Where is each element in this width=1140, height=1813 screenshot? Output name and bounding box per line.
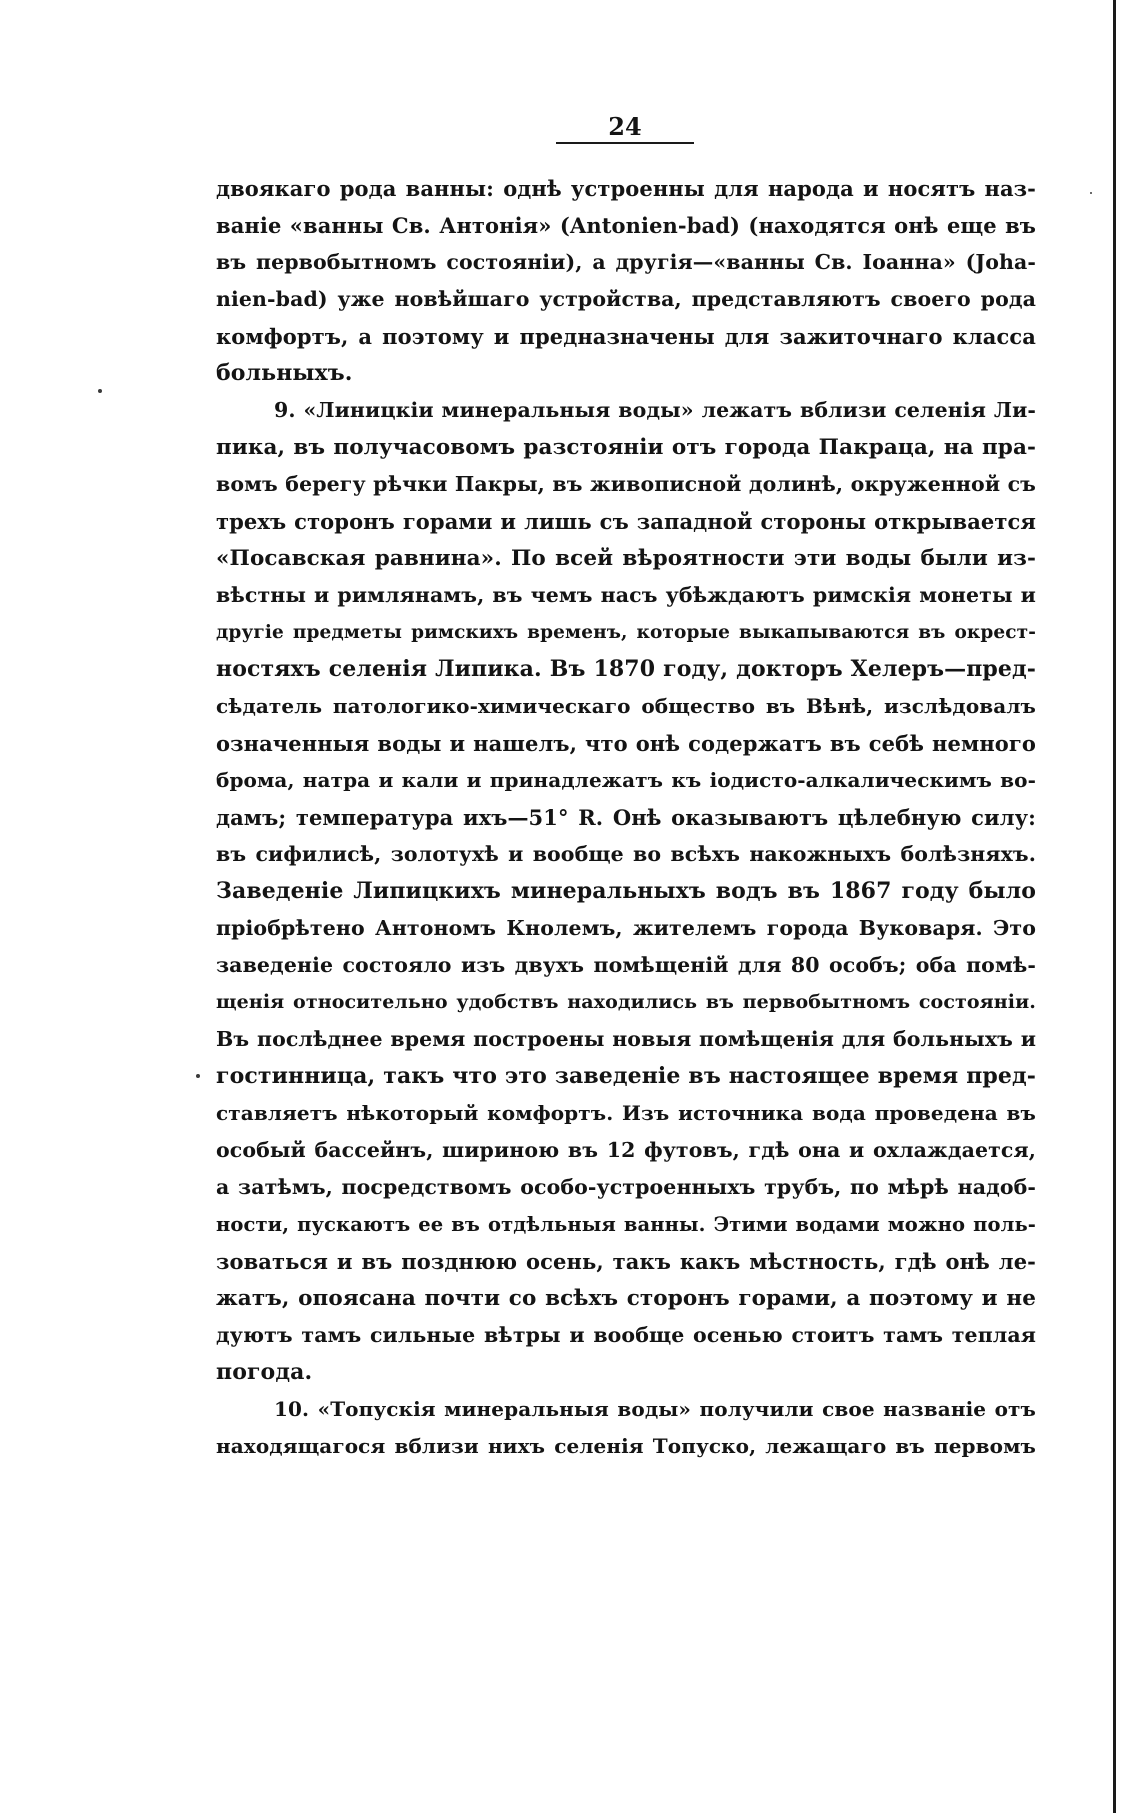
text-line: дамъ; температура ихъ—51° R. Онѣ оказываютъ цѣлебную силу: [216,805,1036,830]
text-line: погода. [216,1359,313,1385]
text-line: трехъ сторонъ горами и лишь съ западной стороны открывается [216,509,1036,534]
text-line: особый бассейнъ, шириною въ 12 футовъ, гдѣ она и охлаждается, [216,1138,1036,1162]
text-line: 10. «Топускія минеральныя воды» получили свое названіе отъ [274,1397,1036,1421]
text-line: комфортъ, а поэтому и предназначены для зажиточнаго класса [216,324,1036,349]
text-line: ности, пускаютъ ее въ отдѣльныя ванны. Этими водами можно поль- [216,1213,1036,1236]
scan-speck [196,1074,200,1078]
text-line: пика, въ получасовомъ разстояніи отъ города Пакраца, на пра- [216,435,1036,460]
text-line: означенныя воды и нашелъ, что онѣ содержатъ въ себѣ немного [216,731,1036,756]
text-line: ставляетъ нѣкоторый комфортъ. Изъ источника вода проведена въ [216,1101,1036,1125]
text-line: брома, натра и кали и принадлежатъ къ іодисто-алкалическимъ во- [216,768,1036,792]
page-number: 24 [608,112,642,141]
text-line: больныхъ. [216,360,353,386]
text-line: заведеніе состояло изъ двухъ помѣщеній для 80 особъ; оба помѣ- [216,953,1036,977]
scan-speck [1090,192,1092,194]
page-edge-line [1113,0,1116,1813]
text-line: находящагося вблизи нихъ селенія Топуско, лежащаго въ первомъ [216,1434,1036,1458]
text-line: зоваться и въ позднюю осень, такъ какъ мѣстность, гдѣ онѣ ле- [216,1249,1036,1274]
text-line: щенія относительно удобствъ находились въ первобытномъ состояніи. [216,991,1036,1013]
text-line: nien-bad) уже новѣйшаго устройства, представляютъ своего рода [216,287,1036,311]
text-line: а затѣмъ, посредствомъ особо-устроенныхъ трубъ, по мѣрѣ надоб- [216,1175,1036,1199]
text-line: 9. «Линицкіи минеральныя воды» лежатъ вблизи селенія Ли- [274,398,1036,422]
text-line: Въ послѣднее время построены новыя помѣщенія для больныхъ и [216,1027,1036,1051]
text-line: Заведеніе Липицкихъ минеральныхъ водъ въ 1867 году было [216,878,1036,904]
text-line: въ первобытномъ состояніи), а другія—«ванны Св. Іоанна» (Joha- [216,250,1036,274]
text-line: двоякаго рода ванны: однѣ устроенны для народа и носятъ наз- [216,176,1036,201]
text-line: жатъ, опоясана почти со всѣхъ сторонъ горами, а поэтому и не [216,1286,1036,1311]
body-text [216,170,1036,1465]
scan-speck [98,389,102,393]
text-line: другіе предметы римскихъ временъ, которые выкапываются въ окрест- [216,622,1036,643]
text-line: гостинница, такъ что это заведеніе въ настоящее время пред- [216,1063,1036,1089]
text-line: дуютъ тамъ сильные вѣтры и вообще осенью стоитъ тамъ теплая [216,1323,1036,1347]
text-line: въ сифилисѣ, золотухѣ и вообще во всѣхъ накожныхъ болѣзняхъ. [216,842,1036,866]
text-line: вѣстны и римлянамъ, въ чемъ насъ убѣждаютъ римскія монеты и [216,583,1036,607]
text-line: ваніе «ванны Св. Антонія» (Antonien-bad) (находятся онѣ еще въ [216,213,1036,238]
text-line: пріобрѣтено Антономъ Кнолемъ, жителемъ города Вуковаря. Это [216,916,1036,940]
text-line: ностяхъ селенія Липика. Въ 1870 году, докторъ Хелеръ—пред- [216,656,1036,682]
text-line: вомъ берегу рѣчки Пакры, въ живописной долинѣ, окруженной съ [216,472,1036,496]
text-line: «Посавская равнина». По всей вѣроятности эти воды были из- [216,546,1036,571]
page-number-underline [556,142,694,144]
text-line: сѣдатель патологико-химическаго общество въ Вѣнѣ, изслѣдовалъ [216,694,1036,718]
